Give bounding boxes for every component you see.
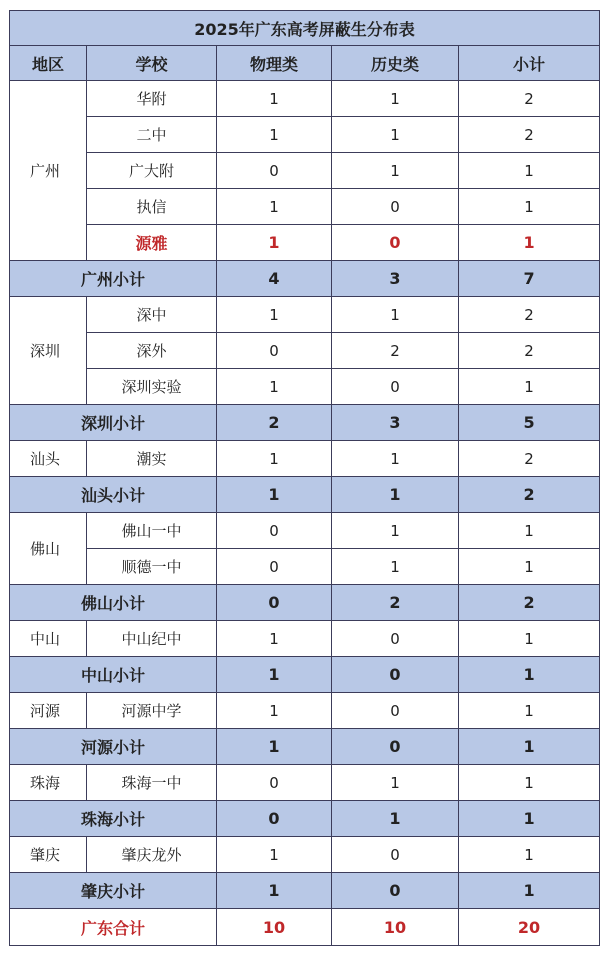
table-row (10, 153, 600, 189)
table-title-row (10, 11, 600, 46)
table-header-row (10, 46, 600, 81)
summary-label: 广州小计 (10, 261, 217, 297)
table-row (10, 513, 600, 549)
subtotal-cell: 1 (459, 837, 600, 873)
physics-cell: 1 (217, 621, 332, 657)
subtotal-cell: 1 (459, 513, 600, 549)
subtotal-cell: 2 (459, 441, 600, 477)
header-region: 地区 (10, 46, 87, 81)
physics-cell: 4 (217, 261, 332, 297)
subtotal-cell: 2 (459, 477, 600, 513)
grand-total-label: 广东合计 (10, 909, 217, 946)
subtotal-cell: 2 (459, 585, 600, 621)
school-cell: 肇庆龙外 (87, 837, 217, 873)
summary-row (10, 873, 600, 909)
distribution-table (9, 10, 600, 946)
school-cell: 深外 (87, 333, 217, 369)
school-cell: 执信 (87, 189, 217, 225)
school-cell: 华附 (87, 81, 217, 117)
subtotal-cell: 5 (459, 405, 600, 441)
subtotal-cell: 1 (459, 765, 600, 801)
subtotal-cell: 1 (459, 189, 600, 225)
history-cell: 1 (332, 513, 459, 549)
table-row (10, 621, 600, 657)
history-cell: 1 (332, 441, 459, 477)
physics-cell: 1 (217, 225, 332, 261)
subtotal-cell: 1 (459, 693, 600, 729)
summary-row (10, 477, 600, 513)
header-history: 历史类 (332, 46, 459, 81)
history-cell: 0 (332, 189, 459, 225)
history-cell: 1 (332, 549, 459, 585)
physics-cell: 1 (217, 837, 332, 873)
school-cell: 广大附 (87, 153, 217, 189)
subtotal-cell: 1 (459, 873, 600, 909)
region-cell: 中山 (10, 621, 87, 657)
table-row (10, 837, 600, 873)
subtotal-cell: 20 (459, 909, 600, 946)
region-cell: 佛山 (10, 513, 87, 585)
physics-cell: 0 (217, 765, 332, 801)
header-subtotal: 小计 (459, 46, 600, 81)
physics-cell: 0 (217, 585, 332, 621)
subtotal-cell: 1 (459, 621, 600, 657)
summary-label: 河源小计 (10, 729, 217, 765)
table-row (10, 765, 600, 801)
history-cell: 3 (332, 261, 459, 297)
table-row (10, 117, 600, 153)
region-cell: 肇庆 (10, 837, 87, 873)
table-title: 2025年广东高考屏蔽生分布表 (10, 11, 600, 46)
table-row (10, 693, 600, 729)
physics-cell: 1 (217, 693, 332, 729)
summary-row (10, 405, 600, 441)
school-cell: 中山纪中 (87, 621, 217, 657)
school-cell: 佛山一中 (87, 513, 217, 549)
history-cell: 0 (332, 729, 459, 765)
physics-cell: 1 (217, 477, 332, 513)
table-row (10, 549, 600, 585)
summary-row (10, 801, 600, 837)
summary-row (10, 261, 600, 297)
subtotal-cell: 2 (459, 117, 600, 153)
region-cell: 深圳 (10, 297, 87, 405)
history-cell: 0 (332, 225, 459, 261)
summary-label: 佛山小计 (10, 585, 217, 621)
summary-label: 珠海小计 (10, 801, 217, 837)
summary-label: 中山小计 (10, 657, 217, 693)
physics-cell: 2 (217, 405, 332, 441)
table-row-highlighted (10, 225, 600, 261)
physics-cell: 1 (217, 81, 332, 117)
history-cell: 1 (332, 153, 459, 189)
school-cell: 顺德一中 (87, 549, 217, 585)
physics-cell: 1 (217, 729, 332, 765)
history-cell: 0 (332, 621, 459, 657)
subtotal-cell: 1 (459, 153, 600, 189)
history-cell: 1 (332, 477, 459, 513)
history-cell: 2 (332, 333, 459, 369)
summary-label: 深圳小计 (10, 405, 217, 441)
school-cell: 源雅 (87, 225, 217, 261)
physics-cell: 1 (217, 441, 332, 477)
history-cell: 1 (332, 801, 459, 837)
physics-cell: 1 (217, 873, 332, 909)
region-cell: 河源 (10, 693, 87, 729)
region-cell: 汕头 (10, 441, 87, 477)
subtotal-cell: 1 (459, 369, 600, 405)
subtotal-cell: 1 (459, 225, 600, 261)
table-row (10, 333, 600, 369)
subtotal-cell: 1 (459, 657, 600, 693)
physics-cell: 0 (217, 801, 332, 837)
history-cell: 0 (332, 837, 459, 873)
school-cell: 深中 (87, 297, 217, 333)
history-cell: 2 (332, 585, 459, 621)
table-row (10, 81, 600, 117)
history-cell: 0 (332, 693, 459, 729)
region-cell: 广州 (10, 81, 87, 261)
table-row (10, 369, 600, 405)
summary-row (10, 657, 600, 693)
history-cell: 1 (332, 117, 459, 153)
history-cell: 0 (332, 873, 459, 909)
physics-cell: 1 (217, 369, 332, 405)
table-row (10, 297, 600, 333)
history-cell: 0 (332, 657, 459, 693)
table-row (10, 441, 600, 477)
header-physics: 物理类 (217, 46, 332, 81)
subtotal-cell: 2 (459, 81, 600, 117)
subtotal-cell: 2 (459, 333, 600, 369)
subtotal-cell: 1 (459, 549, 600, 585)
physics-cell: 0 (217, 513, 332, 549)
school-cell: 深圳实验 (87, 369, 217, 405)
subtotal-cell: 1 (459, 801, 600, 837)
summary-label: 肇庆小计 (10, 873, 217, 909)
summary-row (10, 585, 600, 621)
physics-cell: 0 (217, 333, 332, 369)
history-cell: 1 (332, 81, 459, 117)
history-cell: 1 (332, 297, 459, 333)
grand-total-row (10, 909, 600, 946)
physics-cell: 1 (217, 297, 332, 333)
history-cell: 3 (332, 405, 459, 441)
physics-cell: 1 (217, 189, 332, 225)
school-cell: 潮实 (87, 441, 217, 477)
physics-cell: 1 (217, 657, 332, 693)
physics-cell: 0 (217, 549, 332, 585)
summary-label: 汕头小计 (10, 477, 217, 513)
history-cell: 10 (332, 909, 459, 946)
physics-cell: 10 (217, 909, 332, 946)
history-cell: 0 (332, 369, 459, 405)
summary-row (10, 729, 600, 765)
subtotal-cell: 2 (459, 297, 600, 333)
region-cell: 珠海 (10, 765, 87, 801)
physics-cell: 0 (217, 153, 332, 189)
header-school: 学校 (87, 46, 217, 81)
school-cell: 二中 (87, 117, 217, 153)
history-cell: 1 (332, 765, 459, 801)
subtotal-cell: 1 (459, 729, 600, 765)
school-cell: 珠海一中 (87, 765, 217, 801)
subtotal-cell: 7 (459, 261, 600, 297)
table-row (10, 189, 600, 225)
physics-cell: 1 (217, 117, 332, 153)
school-cell: 河源中学 (87, 693, 217, 729)
